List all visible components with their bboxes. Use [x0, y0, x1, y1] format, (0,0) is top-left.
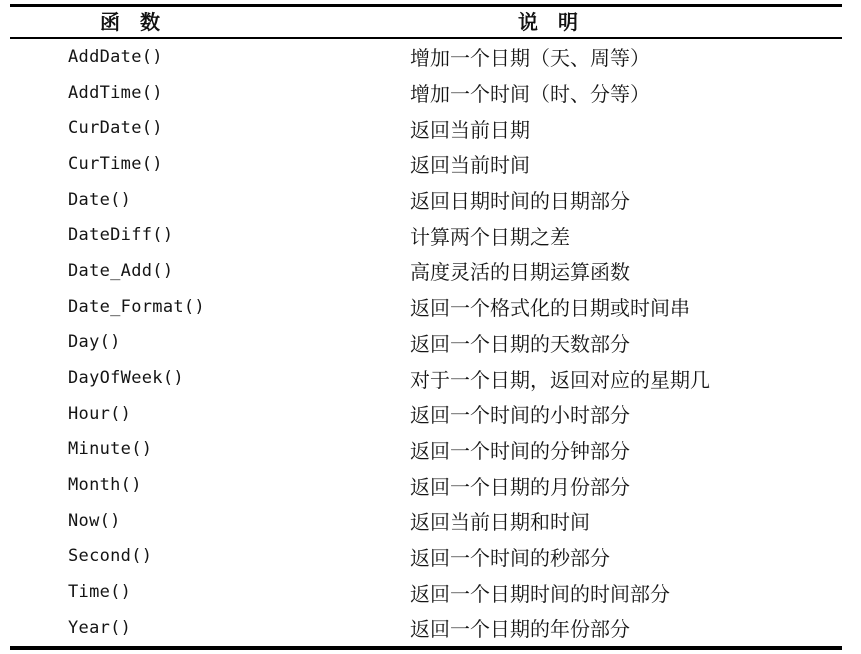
- function-name: AddDate(): [68, 46, 163, 67]
- function-description: 返回当前日期: [410, 119, 530, 142]
- header-function-column: 函 数: [100, 12, 160, 34]
- table-row: [10, 503, 842, 539]
- table-row: [10, 253, 842, 289]
- table-row: [10, 325, 842, 361]
- function-description: 返回一个格式化的日期或时间串: [410, 298, 690, 321]
- function-name: AddTime(): [68, 82, 163, 103]
- function-name: Date_Format(): [68, 296, 205, 317]
- table-row: [10, 182, 842, 218]
- function-description: 计算两个日期之差: [410, 226, 570, 249]
- function-name: Date(): [68, 189, 132, 210]
- function-name: Day(): [68, 332, 121, 353]
- table-row: [10, 146, 842, 182]
- function-description: 返回一个日期的月份部分: [410, 476, 630, 499]
- function-name: Minute(): [68, 439, 153, 460]
- function-name: DayOfWeek(): [68, 368, 184, 389]
- table-body: [10, 39, 842, 646]
- table-row: [10, 432, 842, 468]
- function-description: 返回当前日期和时间: [410, 512, 590, 535]
- function-description: 增加一个日期（天、周等）: [410, 48, 650, 71]
- functions-table: [10, 4, 842, 650]
- table-row: [10, 39, 842, 75]
- function-description: 返回当前时间: [410, 155, 530, 178]
- header-description-column: 说 明: [518, 12, 578, 34]
- function-description: 增加一个时间（时、分等）: [410, 84, 650, 107]
- function-name: Date_Add(): [68, 260, 174, 281]
- function-name: Second(): [68, 546, 153, 567]
- table-row: [10, 75, 842, 111]
- function-description: 高度灵活的日期运算函数: [410, 262, 630, 285]
- table-row: [10, 396, 842, 432]
- function-name: Now(): [68, 510, 121, 531]
- function-description: 对于一个日期，返回对应的星期几: [410, 369, 710, 392]
- table-row: [10, 610, 842, 646]
- function-description: 返回一个日期时间的时间部分: [410, 583, 670, 606]
- table-row: [10, 360, 842, 396]
- table-row: [10, 467, 842, 503]
- table-row: [10, 289, 842, 325]
- function-name: Month(): [68, 475, 142, 496]
- function-description: 返回一个时间的秒部分: [410, 547, 610, 570]
- function-description: 返回一个时间的分钟部分: [410, 440, 630, 463]
- table-row: [10, 110, 842, 146]
- function-name: Year(): [68, 617, 132, 638]
- function-description: 返回一个日期的天数部分: [410, 333, 630, 356]
- table-row: [10, 539, 842, 575]
- table-row: [10, 217, 842, 253]
- table-header-row: [10, 7, 842, 39]
- function-name: Time(): [68, 582, 132, 603]
- function-name: Hour(): [68, 403, 132, 424]
- function-description: 返回一个日期的年份部分: [410, 619, 630, 642]
- function-name: CurDate(): [68, 118, 163, 139]
- function-description: 返回日期时间的日期部分: [410, 191, 630, 214]
- table-row: [10, 574, 842, 610]
- function-name: CurTime(): [68, 153, 163, 174]
- function-name: DateDiff(): [68, 225, 174, 246]
- function-description: 返回一个时间的小时部分: [410, 405, 630, 428]
